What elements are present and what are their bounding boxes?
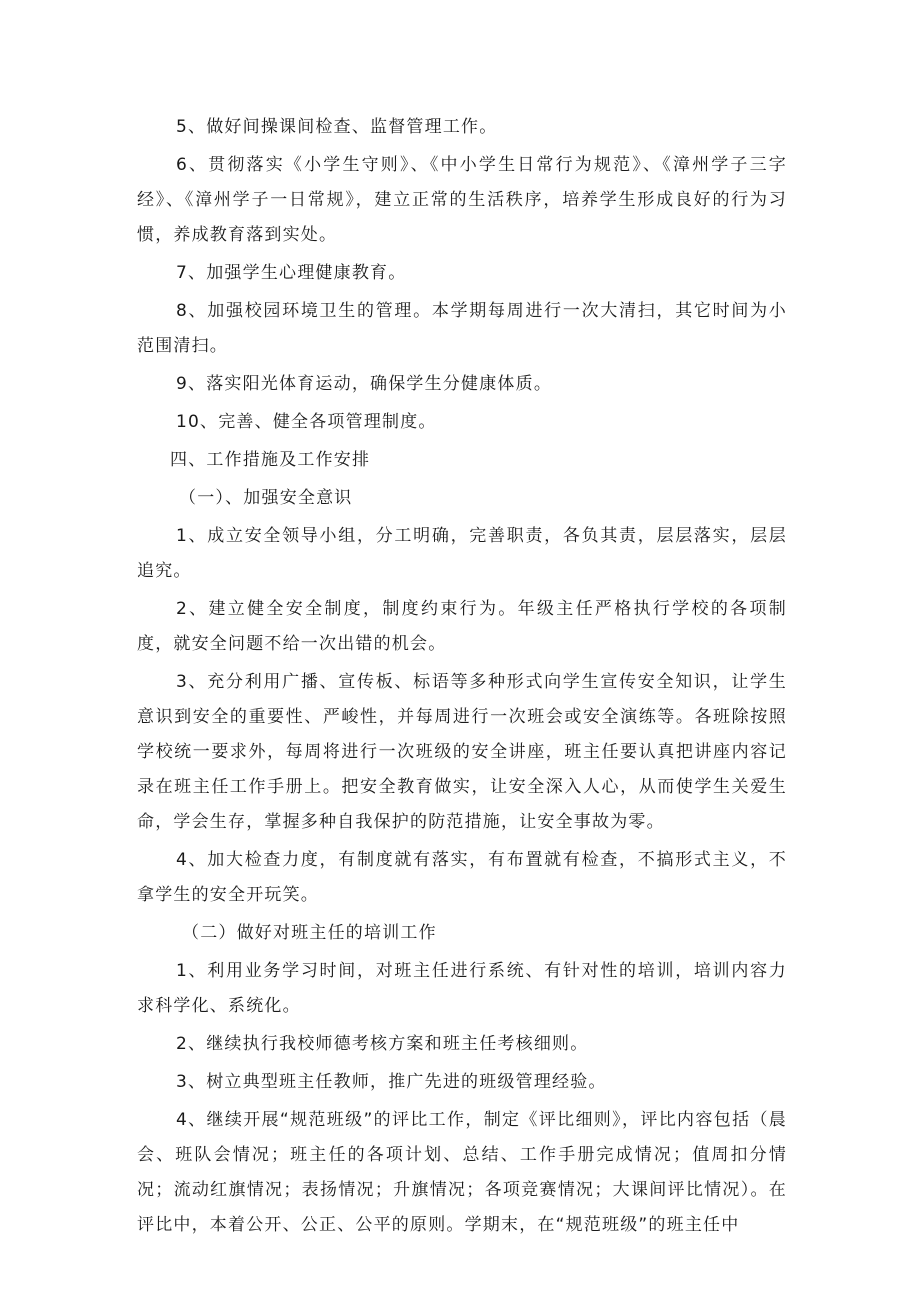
paragraph-item-9: 9、落实阳光体育运动，确保学生分健康体质。 <box>176 374 553 394</box>
section-heading-4: 四、工作措施及工作安排 <box>170 450 371 470</box>
subsection-heading-2: （二）做好对班主任的培训工作 <box>182 923 437 943</box>
paragraph-training-2: 2、继续执行我校师德考核方案和班主任考核细则。 <box>176 1034 589 1054</box>
paragraph-item-7: 7、加强学生心理健康教育。 <box>176 263 407 283</box>
paragraph-safety-2: 2、建立健全安全制度，制度约束行为。年级主任严格执行学校的各项制度，就安全问题不给一次出错的机会。 <box>137 599 787 654</box>
paragraph-safety-4: 4、加大检查力度，有制度就有落实，有布置就有检查，不搞形式主义，不拿学生的安全开玩笑。 <box>137 850 787 905</box>
paragraph-item-6: 6、贯彻落实《小学生守则》、《中小学生日常行为规范》、《漳州学子三字经》、《漳州学子一日常规》，建立正常的生活秩序，培养学生形成良好的行为习惯，养成教育落到实处。 <box>137 155 787 245</box>
paragraph-safety-3: 3、充分利用广播、宣传板、标语等多种形式向学生宣传安全知识，让学生意识到安全的重要性、严峻性，并每周进行一次班会或安全演练等。各班除按照学校统一要求外，每周将进行一次班级的安全讲座，班主任要认真把讲座内容记录在班主任工作手册上。把安全教育做实，让安全深入人心，从而使学生关爱生命，学会生存，掌握多种自我保护的防范措施，让安全事故为零。 <box>137 672 787 832</box>
paragraph-item-5: 5、做好间操课间检查、监督管理工作。 <box>176 117 498 137</box>
paragraph-training-3: 3、树立典型班主任教师，推广先进的班级管理经验。 <box>176 1072 607 1092</box>
paragraph-safety-1: 1、成立安全领导小组，分工明确，完善职责，各负其责，层层落实，层层追究。 <box>137 526 787 581</box>
paragraph-item-8: 8、加强校园环境卫生的管理。本学期每周进行一次大清扫，其它时间为小范围清扫。 <box>137 301 787 356</box>
paragraph-training-1: 1、利用业务学习时间，对班主任进行系统、有针对性的培训，培训内容力求科学化、系统化。 <box>137 961 787 1016</box>
paragraph-item-10: 10、完善、健全各项管理制度。 <box>176 412 437 432</box>
subsection-heading-1: （一）、加强安全意识 <box>179 488 353 508</box>
document-body <box>137 110 787 1243</box>
paragraph-training-4: 4、继续开展“规范班级”的评比工作，制定《评比细则》，评比内容包括（晨会、班队会情况；班主任的各项计划、总结、工作手册完成情况；值周扣分情况；流动红旗情况；表扬情况；升旗情况；各项竞赛情况；大课间评比情况）。在评比中，本着公开、公正、公平的原则。学期末，在“规范班级”的班主任中 <box>137 1110 787 1235</box>
